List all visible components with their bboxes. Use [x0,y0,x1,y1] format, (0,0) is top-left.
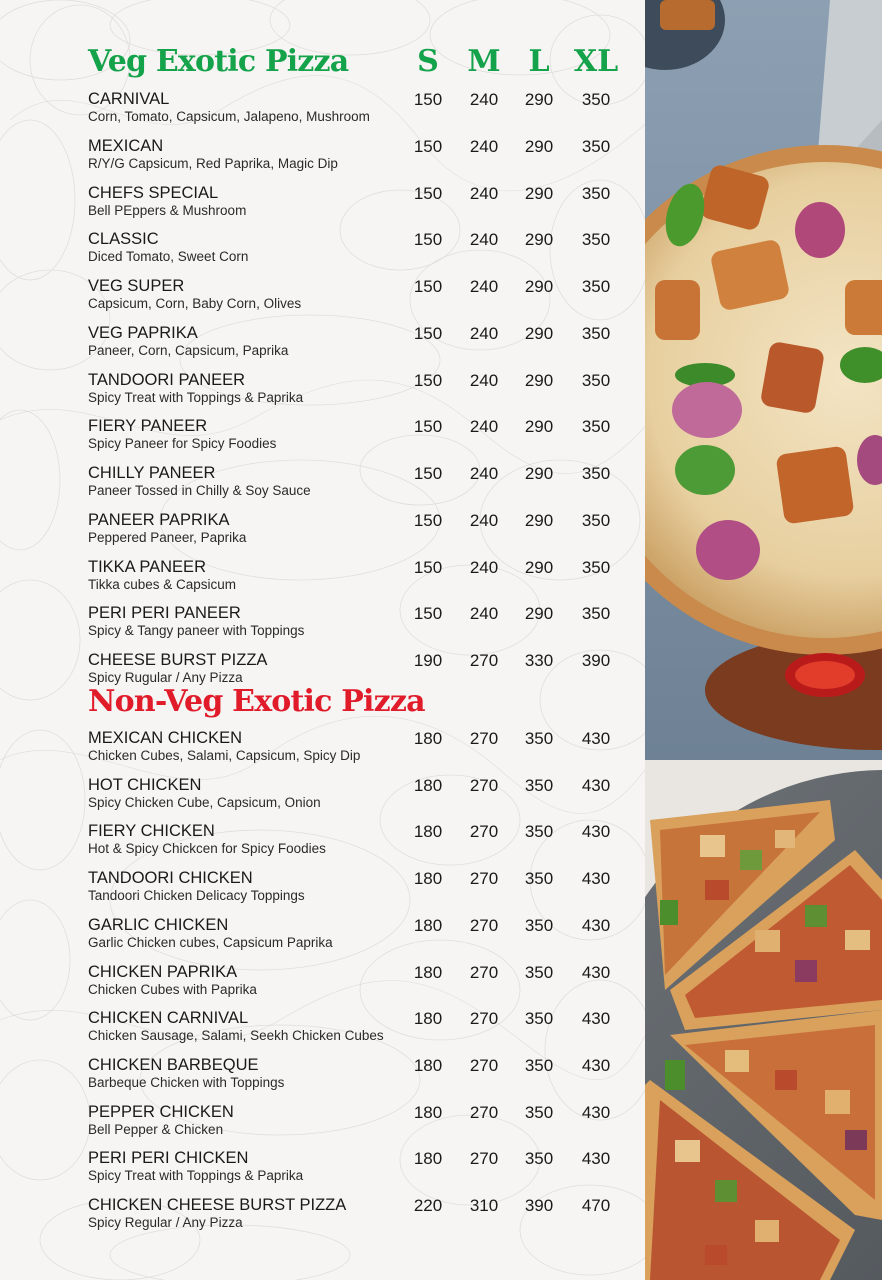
price-s: 150 [413,510,443,530]
price-xl: 430 [581,869,611,889]
price-s: 190 [413,651,443,670]
item-name: FIERY CHICKEN [88,822,215,841]
menu-item [88,277,648,323]
price-l: 350 [524,729,554,748]
price-m: 240 [469,136,499,156]
item-description: Peppered Paneer, Paprika [88,529,247,545]
item-name: CHICKEN CHEESE BURST PIZZA [88,1196,347,1214]
price-l: 290 [524,230,554,250]
price-l: 350 [524,962,554,982]
price-s: 150 [413,370,443,390]
price-xl: 430 [581,915,611,935]
price-l: 330 [524,651,554,670]
price-xl: 470 [581,1196,611,1215]
item-name: PEPPER CHICKEN [88,1102,234,1121]
price-l: 290 [524,464,554,483]
price-s: 180 [413,775,443,795]
menu-item [88,324,648,370]
price-l: 290 [524,183,554,203]
item-description: Spicy Chicken Cube, Capsicum, Onion [88,794,321,810]
price-l: 350 [524,869,554,889]
price-l: 350 [524,1055,554,1075]
price-xl: 350 [581,510,611,530]
price-xl: 430 [581,1149,611,1169]
menu-item [88,511,648,557]
item-name: CARNIVAL [88,90,170,108]
price-m: 270 [469,1102,499,1122]
price-xl: 350 [581,136,611,156]
price-xl: 430 [581,1055,611,1075]
item-description: Tikka cubes & Capsicum [88,576,237,592]
price-s: 220 [413,1196,443,1215]
menu-item [88,776,648,822]
item-description: Spicy Treat with Toppings & Paprika [88,389,304,405]
menu-item [88,1103,648,1149]
price-s: 180 [413,869,443,889]
item-name: CHICKEN PAPRIKA [88,962,238,981]
price-xl: 350 [581,557,611,577]
item-name: PERI PERI PANEER [88,604,241,623]
price-l: 290 [524,323,554,343]
menu-item [88,963,648,1009]
item-name: CLASSIC [88,230,159,249]
item-name: FIERY PANEER [88,417,208,436]
item-name: VEG SUPER [88,277,185,295]
price-xl: 350 [581,604,611,624]
menu-item [88,1149,648,1195]
price-m: 240 [469,183,499,203]
price-xl: 430 [581,962,611,982]
price-xl: 430 [581,1009,611,1029]
price-l: 290 [524,510,554,530]
price-m: 270 [469,775,499,795]
nonveg-section-title: Non-Veg Exotic Pizza [88,684,425,719]
item-name: PERI PERI CHICKEN [88,1149,249,1168]
price-xl: 430 [581,1102,611,1122]
price-m: 270 [469,822,499,842]
price-s: 150 [413,230,443,250]
price-s: 150 [413,417,443,437]
menu-item [88,916,648,962]
price-m: 240 [469,277,499,296]
price-s: 180 [413,1009,443,1029]
price-m: 240 [469,90,499,109]
price-s: 150 [413,90,443,109]
paneer-pizza-photo [645,0,882,760]
item-description: R/Y/G Capsicum, Red Paprika, Magic Dip [88,155,338,171]
price-m: 270 [469,1009,499,1029]
menu-item [88,464,648,510]
price-m: 240 [469,604,499,624]
item-description: Capsicum, Corn, Baby Corn, Olives [88,296,302,311]
price-xl: 350 [581,277,611,296]
item-name: TANDOORI PANEER [88,370,246,389]
price-m: 240 [469,370,499,390]
price-m: 270 [469,1055,499,1075]
item-description: Spicy & Tangy paneer with Toppings [88,623,305,639]
menu-item [88,604,648,650]
price-l: 290 [524,417,554,437]
price-xl: 390 [581,651,611,670]
price-m: 270 [469,915,499,935]
item-name: PANEER PAPRIKA [88,510,230,529]
price-xl: 350 [581,417,611,437]
price-m: 270 [469,729,499,748]
menu-item [88,371,648,417]
size-header-m: M [467,44,501,79]
menu-item [88,869,648,915]
item-name: CHICKEN CARNIVAL [88,1009,249,1028]
price-m: 240 [469,464,499,483]
price-l: 350 [524,1149,554,1169]
price-l: 290 [524,370,554,390]
menu-item [88,184,648,230]
item-description: Hot & Spicy Chickcen for Spicy Foodies [88,841,326,857]
price-l: 350 [524,1102,554,1122]
item-description: Tandoori Chicken Delicacy Toppings [88,888,305,904]
item-description: Diced Tomato, Sweet Corn [88,249,249,265]
item-description: Bell PEppers & Mushroom [88,202,247,218]
price-l: 350 [524,1009,554,1029]
chicken-pizza-slices-photo [645,760,882,1280]
item-description: Chicken Cubes, Salami, Capsicum, Spicy Dip [88,748,361,763]
item-name: CHEFS SPECIAL [88,183,219,202]
price-l: 350 [524,822,554,842]
item-description: Chicken Cubes with Paprika [88,981,257,997]
price-s: 180 [413,1149,443,1169]
item-name: VEG PAPRIKA [88,323,198,342]
price-l: 290 [524,604,554,624]
price-xl: 350 [581,230,611,250]
price-m: 240 [469,417,499,437]
menu-item [88,90,648,136]
price-s: 180 [413,962,443,982]
menu-item [88,1196,648,1242]
price-s: 150 [413,136,443,156]
price-l: 350 [524,775,554,795]
menu-item [88,822,648,868]
price-xl: 350 [581,183,611,203]
price-s: 180 [413,729,443,748]
price-m: 240 [469,230,499,250]
menu-item [88,558,648,604]
item-description: Spicy Rugular / Any Pizza [88,670,243,685]
price-m: 270 [469,651,499,670]
price-s: 180 [413,1102,443,1122]
menu-item [88,137,648,183]
item-description: Garlic Chicken cubes, Capsicum Paprika [88,934,333,950]
item-name: MEXICAN CHICKEN [88,729,243,747]
item-name: HOT CHICKEN [88,775,202,794]
price-l: 290 [524,277,554,296]
price-s: 180 [413,822,443,842]
price-m: 270 [469,1149,499,1169]
item-name: CHEESE BURST PIZZA [88,651,268,669]
menu-item [88,230,648,276]
price-xl: 430 [581,729,611,748]
pizza-photos [645,0,882,1280]
item-description: Spicy Treat with Toppings & Paprika [88,1168,304,1184]
size-header-s: S [417,44,439,79]
price-m: 310 [469,1196,499,1215]
price-s: 150 [413,323,443,343]
price-l: 350 [524,915,554,935]
price-xl: 430 [581,822,611,842]
menu-item [88,1056,648,1102]
price-l: 290 [524,90,554,109]
price-s: 150 [413,604,443,624]
price-s: 150 [413,557,443,577]
price-s: 180 [413,915,443,935]
price-m: 270 [469,869,499,889]
menu-item [88,729,648,775]
price-xl: 350 [581,323,611,343]
price-l: 290 [524,136,554,156]
item-description: Chicken Sausage, Salami, Seekh Chicken Cubes [88,1028,384,1044]
item-description: Spicy Paneer for Spicy Foodies [88,436,277,452]
size-header-xl: XL [573,44,619,79]
item-description: Paneer, Corn, Capsicum, Paprika [88,342,289,358]
price-s: 150 [413,277,443,296]
item-name: GARLIC CHICKEN [88,915,229,934]
item-name: TIKKA PANEER [88,557,206,576]
item-name: CHILLY PANEER [88,464,216,482]
item-name: MEXICAN [88,136,164,155]
item-description: Paneer Tossed in Chilly & Soy Sauce [88,483,311,498]
item-description: Bell Pepper & Chicken [88,1121,224,1137]
price-m: 240 [469,510,499,530]
item-name: CHICKEN BARBEQUE [88,1055,259,1074]
veg-section-title: Veg Exotic Pizza [88,44,349,79]
menu-item [88,1009,648,1055]
item-description: Corn, Tomato, Capsicum, Jalapeno, Mushroom [88,109,370,124]
price-s: 150 [413,464,443,483]
price-m: 240 [469,323,499,343]
item-name: TANDOORI CHICKEN [88,869,253,888]
price-xl: 350 [581,90,611,109]
price-xl: 430 [581,775,611,795]
item-description: Spicy Regular / Any Pizza [88,1215,243,1230]
price-s: 150 [413,183,443,203]
price-l: 390 [524,1196,554,1215]
price-xl: 350 [581,464,611,483]
menu-item [88,417,648,463]
price-m: 270 [469,962,499,982]
price-s: 180 [413,1055,443,1075]
price-xl: 350 [581,370,611,390]
price-m: 240 [469,557,499,577]
price-l: 290 [524,557,554,577]
item-description: Barbeque Chicken with Toppings [88,1074,285,1090]
size-header-l: L [528,44,550,79]
